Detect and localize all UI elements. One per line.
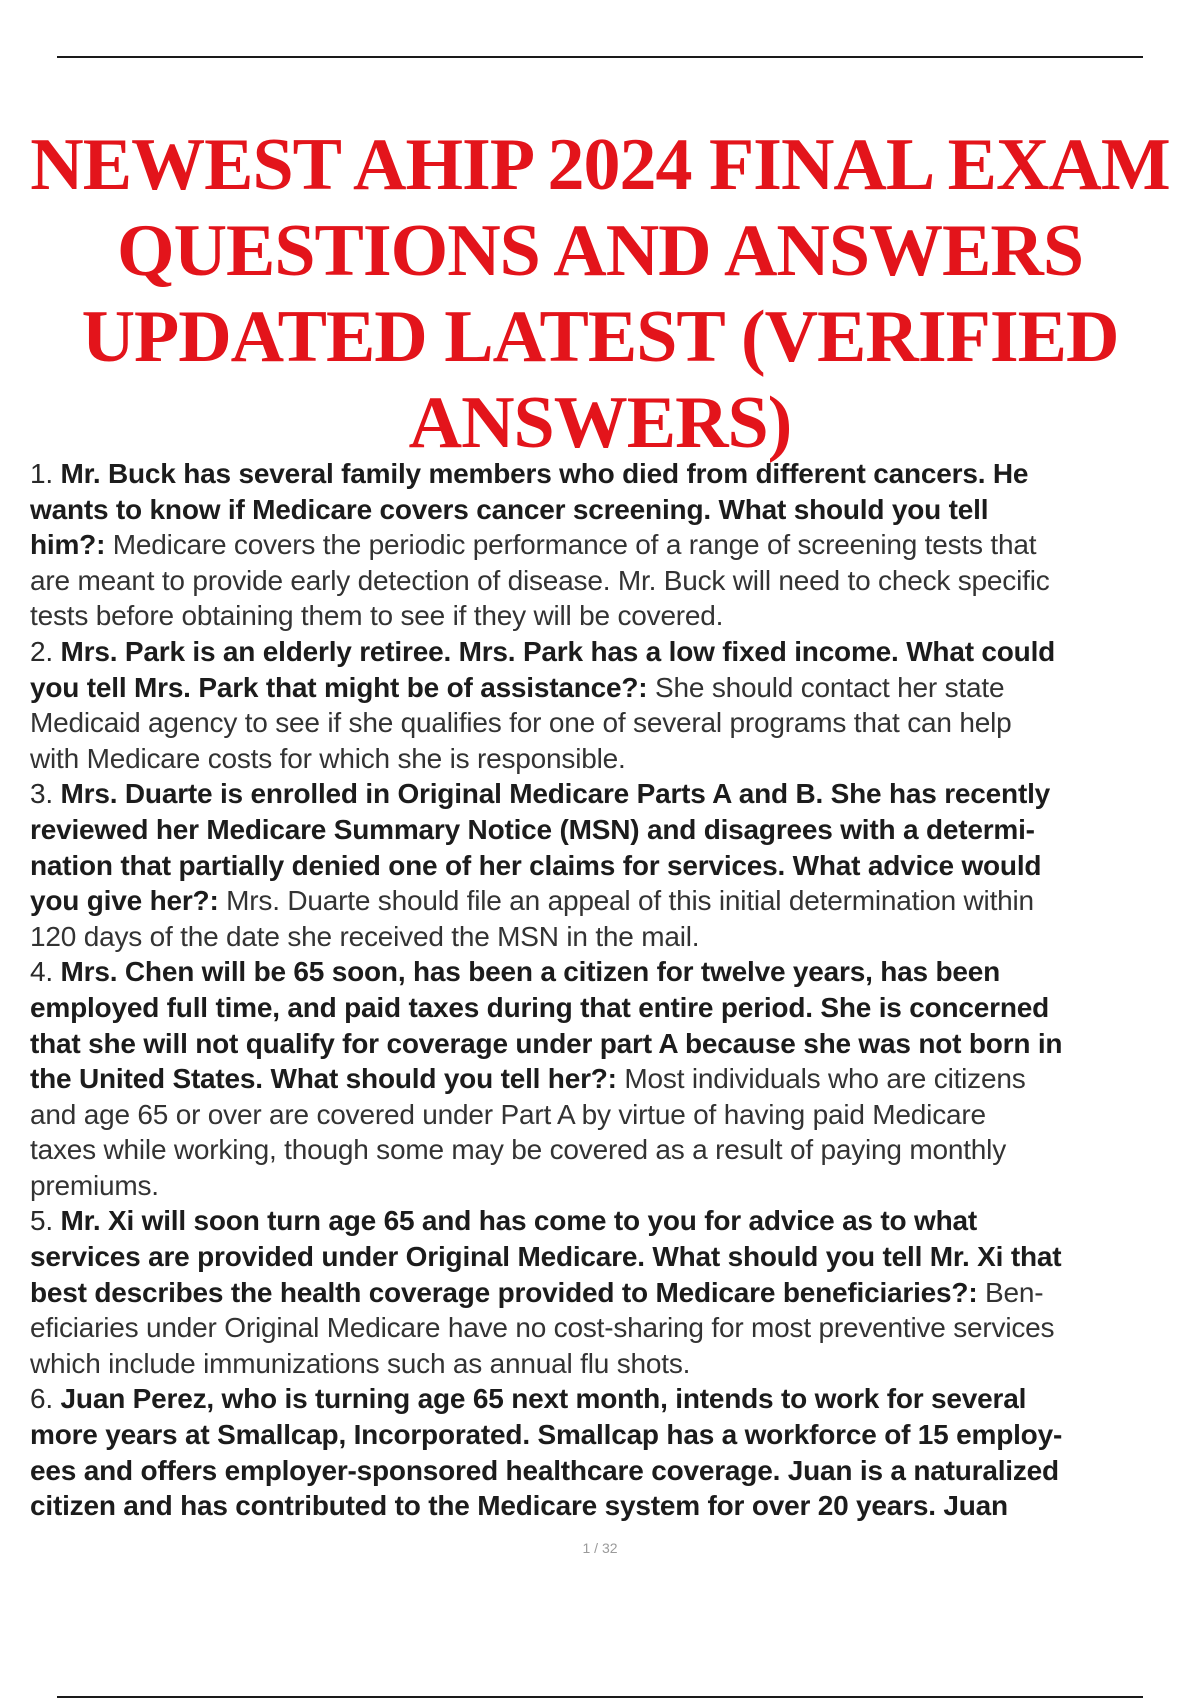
qa-line: [30, 1097, 1200, 1133]
question-text: you tell Mrs. Park that might be of assistance?:: [30, 671, 648, 703]
qa-item: [30, 954, 1200, 1203]
qa-line: [30, 741, 1200, 777]
qa-line: [30, 812, 1200, 848]
question-number: 3.: [30, 778, 53, 810]
qa-item: [30, 1203, 1200, 1381]
answer-text: and age 65 or over are covered under Part A by virtue of having paid Medicare: [30, 1098, 986, 1130]
answer-text: Medicare covers the periodic performance of a range of screening tests that: [105, 529, 1037, 561]
qa-line: [30, 990, 1200, 1026]
answer-text: are meant to provide early detection of disease. Mr. Buck will need to check specific: [30, 564, 1050, 596]
question-number: 1.: [30, 458, 53, 489]
page-number: 1 / 32: [582, 1540, 618, 1556]
question-text: you give her?:: [30, 885, 219, 917]
answer-text: premiums.: [30, 1169, 159, 1201]
qa-line: [30, 527, 1200, 563]
answer-text: Mrs. Duarte should file an appeal of this initial determination within: [218, 885, 1034, 917]
qa-line: [30, 456, 1200, 492]
qa-line: [30, 883, 1200, 919]
qa-line: [30, 670, 1200, 706]
qa-line: [30, 919, 1200, 955]
qa-line: [30, 598, 1200, 634]
top-rule: [57, 56, 1143, 58]
answer-text: Medicaid agency to see if she qualifies for one of several programs that can help: [30, 707, 1012, 739]
answer-text: which include immunizations such as annual flu shots.: [30, 1347, 691, 1379]
qa-line: [30, 1453, 1200, 1489]
answer-text: taxes while working, though some may be covered as a result of paying monthly: [30, 1134, 1007, 1166]
qa-line: [30, 1168, 1200, 1204]
qa-line: [30, 954, 1200, 990]
title-line: UPDATED LATEST (VERIFIED: [81, 296, 1119, 378]
question-text: Mrs. Duarte is enrolled in Original Medicare Parts A and B. She has recently: [60, 778, 1051, 810]
question-number: 6.: [30, 1383, 53, 1415]
question-text: services are provided under Original Medicare. What should you tell Mr. Xi that: [30, 1241, 1062, 1273]
qa-line: [30, 1310, 1200, 1346]
qa-line: [30, 634, 1200, 670]
answer-text: eficiaries under Original Medicare have no cost-sharing for most preventive services: [30, 1312, 1055, 1344]
question-text: best describes the health coverage provided to Medicare beneficiaries?:: [30, 1276, 978, 1308]
qa-line: [30, 1346, 1200, 1382]
question-text: wants to know if Medicare covers cancer screening. What should you tell: [30, 493, 989, 525]
qa-line: [30, 848, 1200, 884]
question-text: nation that partially denied one of her claims for services. What advice would: [30, 849, 1042, 881]
qa-item: [30, 456, 1200, 634]
question-text: ees and offers employer-sponsored healthcare coverage. Juan is a naturalized: [30, 1454, 1059, 1486]
qa-line: [30, 1061, 1200, 1097]
qa-item: [30, 1381, 1200, 1523]
question-text: Mr. Buck has several family members who died from different cancers. He: [60, 458, 1029, 489]
question-text: reviewed her Medicare Summary Notice (MSN) and disagrees with a determi-: [30, 813, 1035, 845]
answer-text: Ben-: [977, 1276, 1044, 1308]
qa-line: [30, 1026, 1200, 1062]
question-text: him?:: [30, 529, 106, 561]
bottom-rule: [57, 1696, 1143, 1698]
qa-line: [30, 1239, 1200, 1275]
answer-text: 120 days of the date she received the MSN in the mail.: [30, 920, 700, 952]
question-answer-list: [30, 456, 1200, 1524]
qa-item: [30, 776, 1200, 954]
question-text: more years at Smallcap, Incorporated. Smallcap has a workforce of 15 employ-: [30, 1419, 1063, 1451]
qa-line: [30, 705, 1200, 741]
qa-item: [30, 634, 1200, 776]
qa-line: [30, 1488, 1200, 1524]
question-number: 4.: [30, 956, 53, 988]
question-text: Juan Perez, who is turning age 65 next month, intends to work for several: [60, 1383, 1027, 1415]
title-line: ANSWERS): [408, 382, 792, 464]
question-text: the United States. What should you tell her?:: [30, 1063, 617, 1095]
qa-line: [30, 563, 1200, 599]
question-number: 2.: [30, 635, 53, 667]
qa-line: [30, 1203, 1200, 1239]
question-text: citizen and has contributed to the Medicare system for over 20 years. Juan: [30, 1490, 1008, 1522]
qa-line: [30, 776, 1200, 812]
question-text: employed full time, and paid taxes during that entire period. She is concerned: [30, 991, 1050, 1023]
answer-text: tests before obtaining them to see if they will be covered.: [30, 600, 724, 632]
question-text: Mr. Xi will soon turn age 65 and has come to you for advice as to what: [60, 1205, 977, 1237]
answer-text: with Medicare costs for which she is responsible.: [30, 742, 626, 774]
qa-line: [30, 1275, 1200, 1311]
qa-line: [30, 1417, 1200, 1453]
qa-line: [30, 492, 1200, 528]
question-text: Mrs. Chen will be 65 soon, has been a citizen for twelve years, has been: [60, 956, 1001, 988]
question-number: 5.: [30, 1205, 53, 1237]
title-line: NEWEST AHIP 2024 FINAL EXAM: [30, 124, 1170, 206]
title-line: QUESTIONS AND ANSWERS: [117, 210, 1083, 292]
answer-text: Most individuals who are citizens: [616, 1063, 1026, 1095]
document-title: [20, 122, 1180, 466]
answer-text: She should contact her state: [647, 671, 1005, 703]
question-text: Mrs. Park is an elderly retiree. Mrs. Park has a low fixed income. What could: [60, 635, 1056, 667]
question-text: that she will not qualify for coverage under part A because she was not born in: [30, 1027, 1063, 1059]
qa-line: [30, 1381, 1200, 1417]
qa-line: [30, 1132, 1200, 1168]
